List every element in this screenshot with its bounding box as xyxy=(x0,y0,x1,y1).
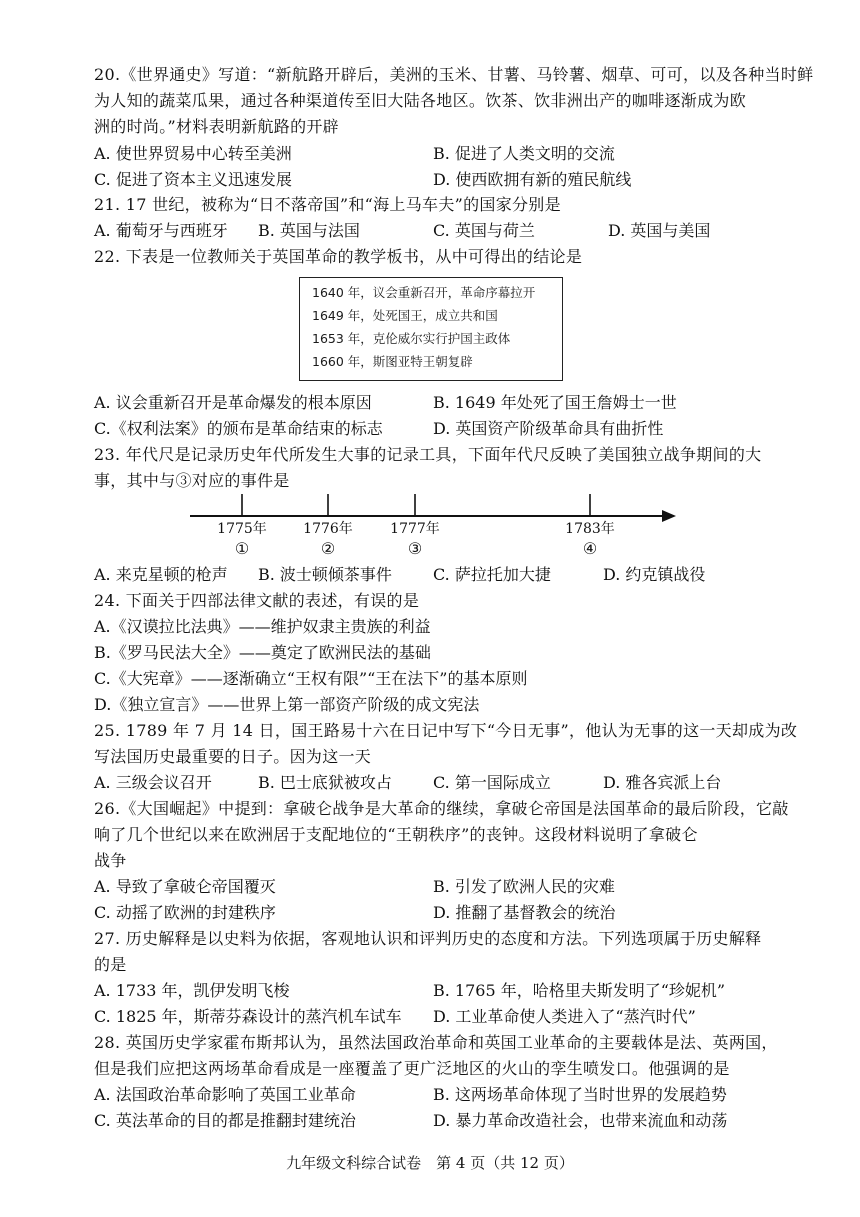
question-text: 25. 1789 年 7 月 14 日，国王路易十六在日记中写下“今日无事”，他认为无事的这一天却成为改 xyxy=(94,721,798,740)
question-text: 20.《世界通史》写道：“新航路开辟后，美洲的玉米、甘薯、马铃薯、烟草、可可，以及各种当时鲜 xyxy=(94,65,814,84)
option-a: A.《汉谟拉比法典》——维护奴隶主贵族的利益 xyxy=(94,617,431,636)
option-a: A. 1733 年，凯伊发明飞梭 xyxy=(94,981,290,1000)
timeline-year: 1776年 xyxy=(303,521,353,537)
option-c: C. 促进了资本主义迅速发展 xyxy=(94,170,292,189)
option-a: A. 议会重新召开是革命爆发的根本原因 xyxy=(94,393,372,412)
question-text: 27. 历史解释是以史料为依据，客观地认识和评判历史的态度和方法。下列选项属于历史解释 xyxy=(94,929,762,948)
timeline-mark: ③ xyxy=(407,539,423,558)
question-text: 24. 下面关于四部法律文献的表述，有误的是 xyxy=(94,591,420,610)
question-text: 23. 年代尺是记录历史年代所发生大事的记录工具，下面年代尺反映了美国独立战争期间的大 xyxy=(94,445,762,464)
board-line: 1649 年，处死国王，成立共和国 xyxy=(312,308,498,323)
option-d: D. 使西欧拥有新的殖民航线 xyxy=(433,170,632,189)
option-d: D. 约克镇战役 xyxy=(603,565,706,584)
question-text: 26.《大国崛起》中提到：拿破仑战争是大革命的继续，拿破仑帝国是法国革命的最后阶段，它敲 xyxy=(94,799,789,818)
option-b: B. 英国与法国 xyxy=(258,221,360,240)
blackboard-notes xyxy=(299,277,563,381)
timeline-year: 1783年 xyxy=(565,521,615,537)
option-b: B. 1649 年处死了国王詹姆士一世 xyxy=(433,393,677,412)
arrow-icon xyxy=(662,510,676,522)
option-d: D. 工业革命使人类进入了“蒸汽时代” xyxy=(433,1007,696,1026)
board-line: 1653 年，克伦威尔实行护国主政体 xyxy=(312,331,511,346)
timeline-year: 1775年 xyxy=(217,521,267,537)
option-d: D. 英国资产阶级革命具有曲折性 xyxy=(433,419,664,438)
option-c: C. 英法革命的目的都是推翻封建统治 xyxy=(94,1111,356,1130)
question-text: 但是我们应把这两场革命看成是一座覆盖了更广泛地区的火山的孪生喷发口。他强调的是 xyxy=(94,1059,730,1078)
timeline-mark: ④ xyxy=(582,539,598,558)
timeline-mark: ② xyxy=(320,539,336,558)
option-a: A. 三级会议召开 xyxy=(94,773,212,792)
question-text: 洲的时尚。”材料表明新航路的开辟 xyxy=(94,117,339,136)
question-text: 28. 英国历史学家霍布斯邦认为，虽然法国政治革命和英国工业革命的主要载体是法、英两国， xyxy=(94,1033,778,1052)
timeline-mark: ① xyxy=(234,539,250,558)
option-b: B. 1765 年，哈格里夫斯发明了“珍妮机” xyxy=(433,981,726,1000)
option-b: B. 这两场革命体现了当时世界的发展趋势 xyxy=(433,1085,727,1104)
option-a: A. 来克星顿的枪声 xyxy=(94,565,228,584)
question-text: 写法国历史最重要的日子。因为这一天 xyxy=(94,747,372,766)
timeline-year: 1777年 xyxy=(390,521,440,537)
option-d: D. 雅各宾派上台 xyxy=(603,773,722,792)
board-line: 1660 年，斯图亚特王朝复辟 xyxy=(312,354,473,369)
option-a: A. 导致了拿破仑帝国覆灭 xyxy=(94,877,276,896)
option-d: D. 暴力革命改造社会，也带来流血和动荡 xyxy=(433,1111,728,1130)
option-c: C. 1825 年，斯蒂芬森设计的蒸汽机车试车 xyxy=(94,1007,402,1026)
option-a: A. 葡萄牙与西班牙 xyxy=(94,221,228,240)
option-d: D.《独立宣言》——世界上第一部资产阶级的成文宪法 xyxy=(94,695,480,714)
question-text: 事，其中与③对应的事件是 xyxy=(94,471,290,490)
question-text: 战争 xyxy=(94,851,127,870)
page-footer: 九年级文科综合试卷 第 4 页（共 12 页） xyxy=(286,1154,574,1172)
option-c: C.《大宪章》——逐渐确立“王权有限”“王在法下”的基本原则 xyxy=(94,669,528,688)
question-text: 22. 下表是一位教师关于英国革命的教学板书，从中可得出的结论是 xyxy=(94,247,583,266)
option-c: C. 英国与荷兰 xyxy=(433,221,535,240)
option-d: D. 推翻了基督教会的统治 xyxy=(433,903,616,922)
question-text: 21. 17 世纪，被称为“日不落帝国”和“海上马车夫”的国家分别是 xyxy=(94,195,561,214)
option-c: C. 第一国际成立 xyxy=(433,773,551,792)
question-text: 的是 xyxy=(94,955,127,974)
option-b: B. 巴士底狱被攻占 xyxy=(258,773,392,792)
option-a: A. 法国政治革命影响了英国工业革命 xyxy=(94,1085,356,1104)
question-text: 响了几个世纪以来在欧洲居于支配地位的“王朝秩序”的丧钟。这段材料说明了拿破仑 xyxy=(94,825,698,844)
option-d: D. 英国与美国 xyxy=(608,221,711,240)
option-a: A. 使世界贸易中心转至美洲 xyxy=(94,144,292,163)
option-b: B. 引发了欧洲人民的灾难 xyxy=(433,877,615,896)
option-c: C. 萨拉托加大捷 xyxy=(433,565,551,584)
board-line: 1640 年，议会重新召开，革命序幕拉开 xyxy=(312,285,536,300)
option-b: B. 促进了人类文明的交流 xyxy=(433,144,615,163)
question-text: 为人知的蔬菜瓜果，通过各种渠道传至旧大陆各地区。饮茶、饮非洲出产的咖啡逐渐成为欧 xyxy=(94,91,747,110)
option-c: C.《权利法案》的颁布是革命结束的标志 xyxy=(94,419,383,438)
option-c: C. 动摇了欧洲的封建秩序 xyxy=(94,903,276,922)
option-b: B. 波士顿倾茶事件 xyxy=(258,565,392,584)
option-b: B.《罗马民法大全》——奠定了欧洲民法的基础 xyxy=(94,643,431,662)
